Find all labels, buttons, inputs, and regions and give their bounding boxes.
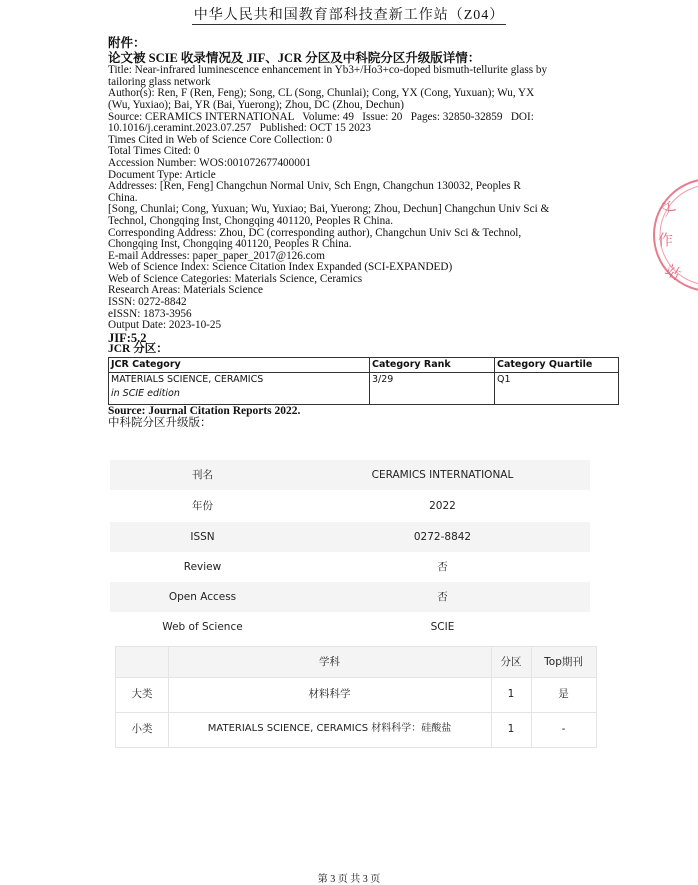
cas-row-open-access (110, 582, 590, 612)
subject-type: 小类 (131, 723, 153, 735)
record-line: Source: CERAMICS INTERNATIONAL Volume: 49 Issue: 20 Pages: 32850-32859 DOI: (108, 110, 534, 123)
subject-type: 大类 (131, 688, 153, 700)
jcr-source: Source: Journal Citation Reports 2022. (108, 404, 301, 417)
cas-row-wos (110, 612, 590, 642)
record-line: Times Cited in Web of Science Core Collection: 0 (108, 133, 333, 146)
jcr-table (108, 357, 619, 405)
jcr-header-quartile: Category Quartile (495, 358, 619, 373)
cas-row-issn (110, 522, 590, 552)
cas-key: Open Access (168, 591, 237, 603)
subject-top: - (561, 723, 566, 735)
svg-text:作: 作 (658, 231, 674, 249)
subject-zone: 1 (507, 723, 515, 735)
page-footer: 第 3 页 共 3 页 (317, 874, 381, 885)
svg-text:文: 文 (655, 196, 679, 221)
record-line: Total Times Cited: 0 (108, 145, 200, 158)
official-stamp (650, 175, 698, 295)
attachment-label: 附件： (108, 36, 146, 50)
record-line: E-mail Addresses: paper_paper_2017@126.com (108, 249, 325, 262)
jcr-category-name: MATERIALS SCIENCE, CERAMICS (111, 373, 264, 385)
record-line: Chongqing Inst, Chongqing 401120, Peoples R China. (108, 238, 352, 251)
record-line: Title: Near-infrared luminescence enhancement in Yb3+/Ho3+co-doped bismuth-tellurite glass by (108, 64, 548, 77)
cas-value: 否 (437, 561, 448, 573)
record-line: Research Areas: Materials Science (108, 284, 264, 297)
cas-row-review (110, 552, 590, 582)
jcr-cell-rank: 3/29 (370, 372, 495, 404)
cas-value: 0272-8842 (413, 531, 472, 543)
top-header: Top期刊 (544, 656, 583, 668)
jcr-cell-quartile: Q1 (495, 372, 619, 404)
record-line: Corresponding Address: Zhou, DC (corresponding author), Changchun Univ Sci & Technol, (108, 226, 522, 239)
cas-value: SCIE (430, 621, 455, 633)
cas-subject-table (115, 646, 597, 748)
jcr-label: JCR 分区： (108, 343, 168, 356)
page-header (0, 4, 698, 24)
cas-row-year (110, 491, 590, 521)
record-line: ISSN: 0272-8842 (108, 296, 187, 309)
cas-value: 2022 (429, 500, 456, 512)
record-line: Web of Science Categories: Materials Science, Ceramics (108, 272, 363, 285)
jif-value: JIF:5.2 (108, 330, 147, 345)
jcr-cell-category (109, 372, 370, 404)
record-line: Accession Number: WOS:001072677400001 (108, 156, 312, 169)
jcr-header-rank: Category Rank (370, 358, 495, 373)
cas-key: 年份 (192, 500, 213, 512)
cas-value: 否 (437, 591, 448, 603)
record-line: 10.1016/j.ceramint.2023.07.257 Published: OCT 15 2023 (108, 122, 371, 135)
record-line: eISSN: 1873-3956 (108, 307, 192, 320)
subject-top: 是 (558, 688, 569, 700)
record-line: Author(s): Ren, F (Ren, Feng); Song, CL (Song, Chunlai); Cong, YX (Cong, Yuxuan); Wu, YX (108, 87, 535, 100)
cas-key: Review (183, 561, 222, 573)
subject-zone: 1 (507, 688, 515, 700)
subject-header: 学科 (319, 656, 340, 668)
cas-row-journal (110, 460, 590, 490)
subject-name: MATERIALS SCIENCE, CERAMICS 材料科学：硅酸盐 (207, 723, 452, 734)
cas-key: ISSN (190, 531, 215, 543)
record-line: [Song, Chunlai; Cong, Yuxuan; Wu, Yuxiao; Bai, Yuerong; Zhou, Dechun] Changchun Univ Sci & (108, 203, 550, 216)
header-title: 中华人民共和国教育部科技查新工作站（Z04） (193, 8, 505, 23)
cas-key: Web of Science (162, 621, 243, 633)
record-line: tailoring glass network (108, 75, 211, 88)
cas-key: 刊名 (192, 469, 213, 481)
subject-name: 材料科学 (308, 688, 351, 700)
cas-label: 中科院分区升级版： (108, 417, 212, 430)
document-body (108, 38, 608, 430)
section-title: 论文被 SCIE 收录情况及 JIF、JCR 分区及中科院分区升级版详情： (108, 50, 481, 65)
record-line: Technol, Chongqing Inst, Chongqing 401120, Peoples R China. (108, 214, 394, 227)
cas-table (110, 456, 590, 748)
svg-text:站: 站 (662, 260, 685, 284)
record-line: (Wu, Yuxiao); Bai, YR (Bai, Yuerong); Zhou, DC (Zhou, Dechun) (108, 98, 404, 111)
record-line: Output Date: 2023-10-25 (108, 319, 222, 332)
record-line: Addresses: [Ren, Feng] Changchun Normal Univ, Sch Engn, Changchun 130032, Peoples R (108, 180, 521, 193)
record-line: Web of Science Index: Science Citation Index Expanded (SCI-EXPANDED) (108, 261, 453, 274)
record-line: Document Type: Article (108, 168, 216, 181)
zone-header: 分区 (500, 656, 522, 668)
cas-value: CERAMICS INTERNATIONAL (371, 469, 514, 481)
record-line: China. (108, 191, 138, 204)
jcr-header-category: JCR Category (109, 358, 370, 373)
jcr-edition: in SCIE edition (111, 388, 180, 400)
wos-record (108, 65, 608, 332)
